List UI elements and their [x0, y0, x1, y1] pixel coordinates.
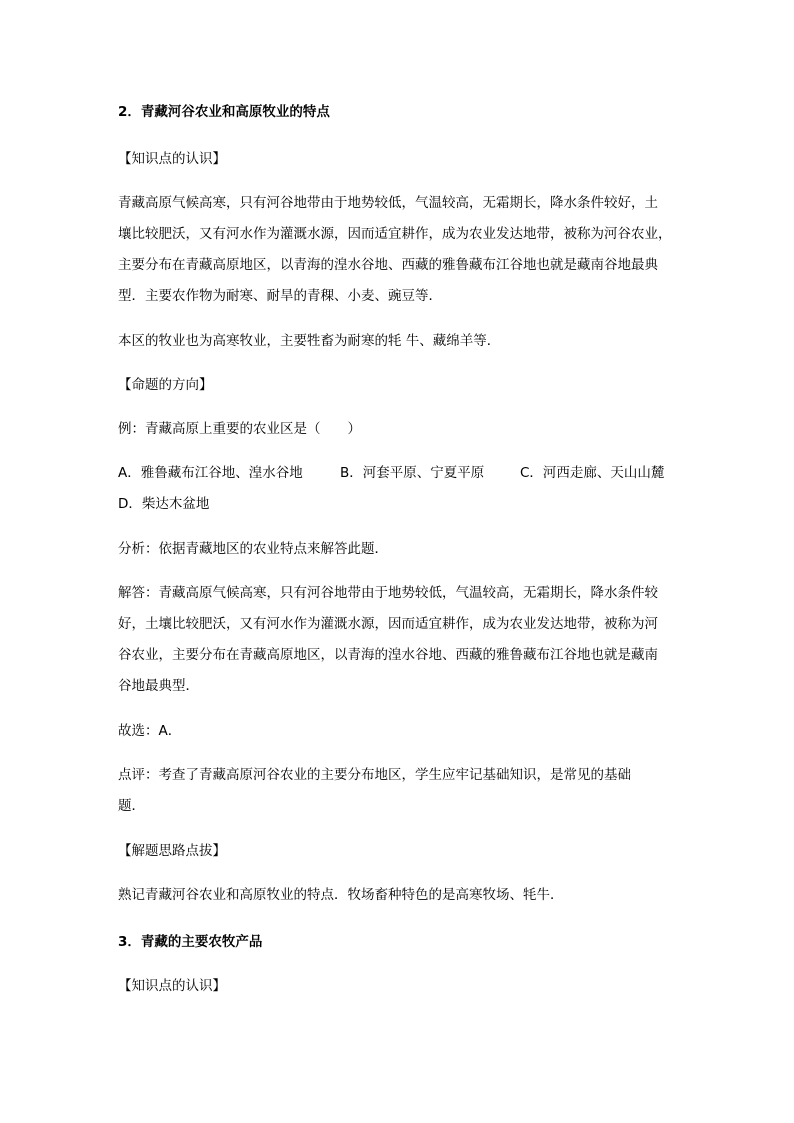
pastoral-paragraph: 本区的牧业也为高寒牧业，主要牲畜为耐寒的牦 牛、藏绵羊等．	[118, 333, 501, 349]
paragraph-line: 点评：考查了青藏高原河谷农业的主要分布地区，学生应牢记基础知识，是常见的基础	[118, 767, 631, 783]
paragraph-line: 青藏高原气候高寒，只有河谷地带由于地势较低，气温较高，无霜期长，降水条件较好，土	[118, 195, 658, 211]
paragraph-line: 解答：青藏高原气候高寒，只有河谷地带由于地势较低，气温较高，无霜期长，降水条件较	[118, 585, 658, 601]
solution-paragraph	[118, 583, 678, 707]
paragraph-line: 谷地最典型．	[118, 678, 199, 694]
option-a: A．雅鲁藏布江谷地、湟水谷地	[118, 465, 303, 481]
section-3-heading: 3．青藏的主要农牧产品	[118, 934, 263, 950]
comment-paragraph	[118, 765, 678, 827]
section-2-heading: 2．青藏河谷农业和高原牧业的特点	[118, 104, 330, 120]
paragraph-line: 题．	[118, 798, 145, 814]
direction-label: 【命题的方向】	[118, 377, 213, 393]
knowledge-paragraph	[118, 193, 678, 317]
paragraph-line: 谷农业，主要分布在青藏高原地区，以青海的湟水谷地、西藏的雅鲁藏布江谷地也就是藏南	[118, 647, 658, 663]
answer-text: 故选：A．	[118, 723, 182, 739]
example-question: 例：青藏高原上重要的农业区是（ ）	[118, 421, 361, 437]
knowledge-label: 【知识点的认识】	[118, 151, 226, 167]
paragraph-line: 型．主要农作物为耐寒、耐旱的青稞、小麦、豌豆等．	[118, 288, 442, 304]
options-block	[118, 463, 678, 514]
option-b: B．河套平原、宁夏平原	[340, 465, 485, 481]
option-c: C．河西走廊、天山山麓	[520, 465, 665, 481]
option-d: D．柴达木盆地	[118, 496, 210, 512]
analysis-text: 分析：依据青藏地区的农业特点来解答此题．	[118, 541, 388, 557]
tips-label: 【解题思路点拔】	[118, 843, 226, 859]
paragraph-line: 好，土壤比较肥沃，又有河水作为灌溉水源，因而适宜耕作，成为农业发达地带，被称为河	[118, 616, 658, 632]
section-3-knowledge-label: 【知识点的认识】	[118, 978, 226, 994]
paragraph-line: 主要分布在青藏高原地区，以青海的湟水谷地、西藏的雅鲁藏布江谷地也就是藏南谷地最典	[118, 257, 658, 273]
tips-text: 熟记青藏河谷农业和高原牧业的特点．牧场畜种特色的是高寒牧场、牦牛．	[118, 887, 564, 903]
paragraph-line: 壤比较肥沃，又有河水作为灌溉水源，因而适宜耕作，成为农业发达地带，被称为河谷农业，	[118, 226, 672, 242]
